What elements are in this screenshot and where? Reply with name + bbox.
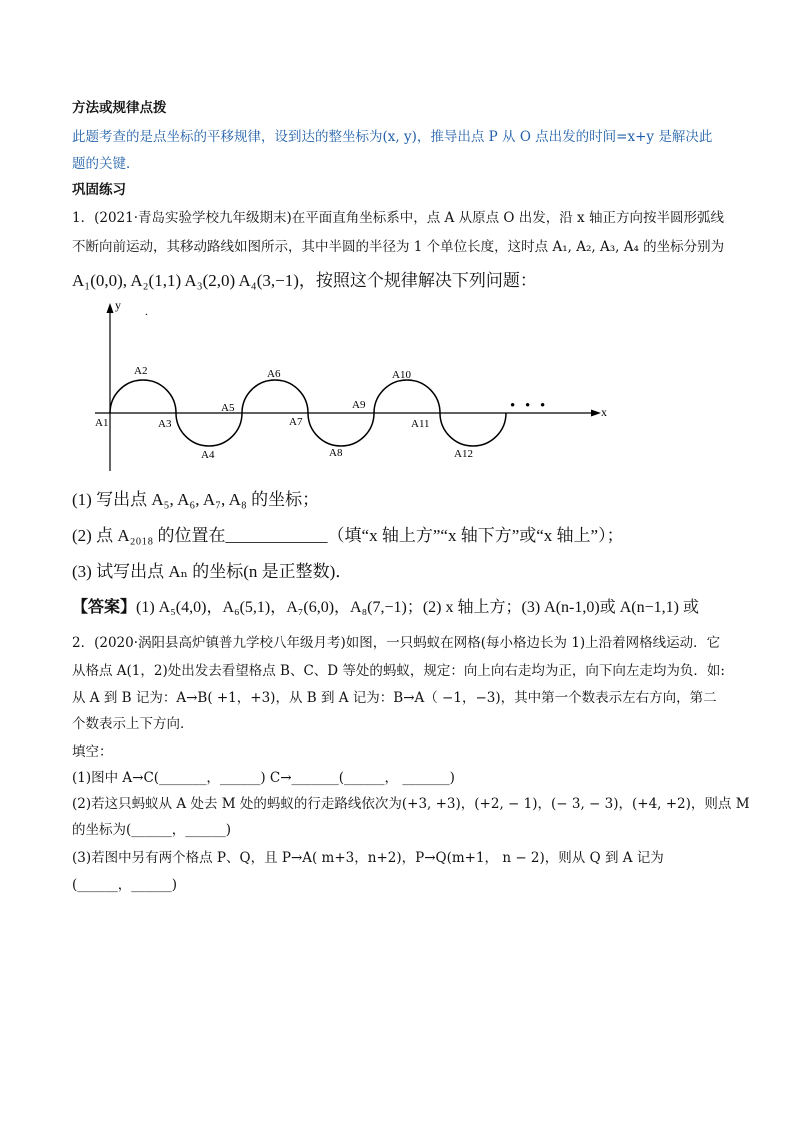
method-heading: 方法或规律点拨 bbox=[72, 100, 167, 116]
q2-line4: 个数表示上下方向． bbox=[72, 716, 194, 732]
y-axis-arrow bbox=[107, 303, 114, 313]
q2-line3: 从 A 到 B 记为：A→B( +1，+3)，从 B 到 A 记为：B→A（ −1，−3)，其中第一个数表示左右方向，第二 bbox=[72, 690, 717, 706]
label-a5: A5 bbox=[221, 402, 235, 414]
label-a9: A9 bbox=[352, 399, 366, 411]
q2-part1: (1)图中 A→C(_______，______) C→_______(______， _______) bbox=[72, 770, 455, 786]
q1-answer bbox=[72, 594, 699, 617]
practice-heading: 巩固练习 bbox=[72, 182, 126, 198]
label-a3: A3 bbox=[158, 418, 172, 430]
label-a4: A4 bbox=[201, 449, 215, 461]
stray-dot: . bbox=[145, 304, 148, 318]
q2-part2-line2: 的坐标为(______，______) bbox=[72, 822, 232, 838]
q1-sub1: (1) 写出点 A₅, A₆, A₇, A₈ 的坐标； bbox=[72, 490, 320, 509]
q1-line3: A₁(0,0), A₂(1,1) A₃(2,0) A₄(3,−1)，按照这个规律解决下列问题： bbox=[72, 271, 537, 290]
answer-text: (1) A₅(4,0)，A₆(5,1)，A₇(6,0)，A₈(7,−1)；(2) x 轴上方；(3) A(n-1,0)或 A(n−1,1) 或 bbox=[136, 599, 699, 616]
label-a2: A2 bbox=[134, 365, 148, 377]
label-a10: A10 bbox=[392, 369, 411, 381]
label-a11: A11 bbox=[411, 418, 430, 430]
label-a12: A12 bbox=[454, 448, 473, 460]
y-axis-label: y bbox=[115, 298, 121, 312]
q1-line1: 1．(2021·青岛实验学校九年级期末)在平面直角坐标系中，点 A 从原点 O 出发，沿 x 轴正方向按半圆形弧线 bbox=[72, 210, 724, 226]
method-text-line2: 题的关键． bbox=[72, 156, 140, 172]
q1-line2: 不断向前运动，其移动路线如图所示，其中半圆的半径为 1 个单位长度，这时点 A₁, A₂, A₃, A₄ 的坐标分别为 bbox=[72, 239, 725, 255]
label-a8: A8 bbox=[329, 447, 343, 459]
q2-line2: 从格点 A(1，2)处出发去看望格点 B、C、D 等处的蚂蚁，规定：向上向右走均为正，向下向左走均为负．如: bbox=[72, 663, 725, 679]
x-axis-arrow bbox=[591, 410, 601, 417]
label-a7: A7 bbox=[289, 416, 303, 428]
q2-part2-line1: (2)若这只蚂蚁从 A 处去 M 处的蚂蚁的行走路线依次为(+3, +3)，(+2, − 1)，(− 3, − 3)，(+4, +2)，则点 M bbox=[72, 796, 750, 812]
answer-label: 【答案】 bbox=[72, 599, 137, 616]
x-axis-label: x bbox=[601, 405, 607, 419]
q2-part3-line1: (3)若图中另有两个格点 P、Q，且 P→A( m+3，n+2)，P→Q(m+1， n − 2)，则从 Q 到 A 记为 bbox=[72, 850, 664, 866]
q2-fill-label: 填空： bbox=[72, 744, 113, 760]
q2-part3-line2: (______，______) bbox=[72, 877, 178, 893]
q1-sub2: (2) 点 A₂₀₁₈ 的位置在____________（填“x 轴上方”“x 轴下方”或“x 轴上”）； bbox=[72, 526, 624, 545]
q1-sub3: (3) 试写出点 Aₙ 的坐标(n 是正整数)． bbox=[72, 562, 353, 581]
label-a6: A6 bbox=[267, 368, 281, 380]
ellipsis: • • • bbox=[510, 398, 549, 414]
semicircle-path-figure bbox=[95, 295, 615, 475]
q2-line1: 2．(2020·涡阳县高炉镇普九学校八年级月考)如图，一只蚂蚁在网格(每小格边长为 1)上沿着网格线运动．它 bbox=[72, 635, 721, 651]
method-text-line1: 此题考查的是点坐标的平移规律，设到达的整坐标为(x, y)，推导出点 P 从 O 点出发的时间=x+y 是解决此 bbox=[72, 129, 713, 145]
label-a1: A1 bbox=[95, 417, 109, 429]
